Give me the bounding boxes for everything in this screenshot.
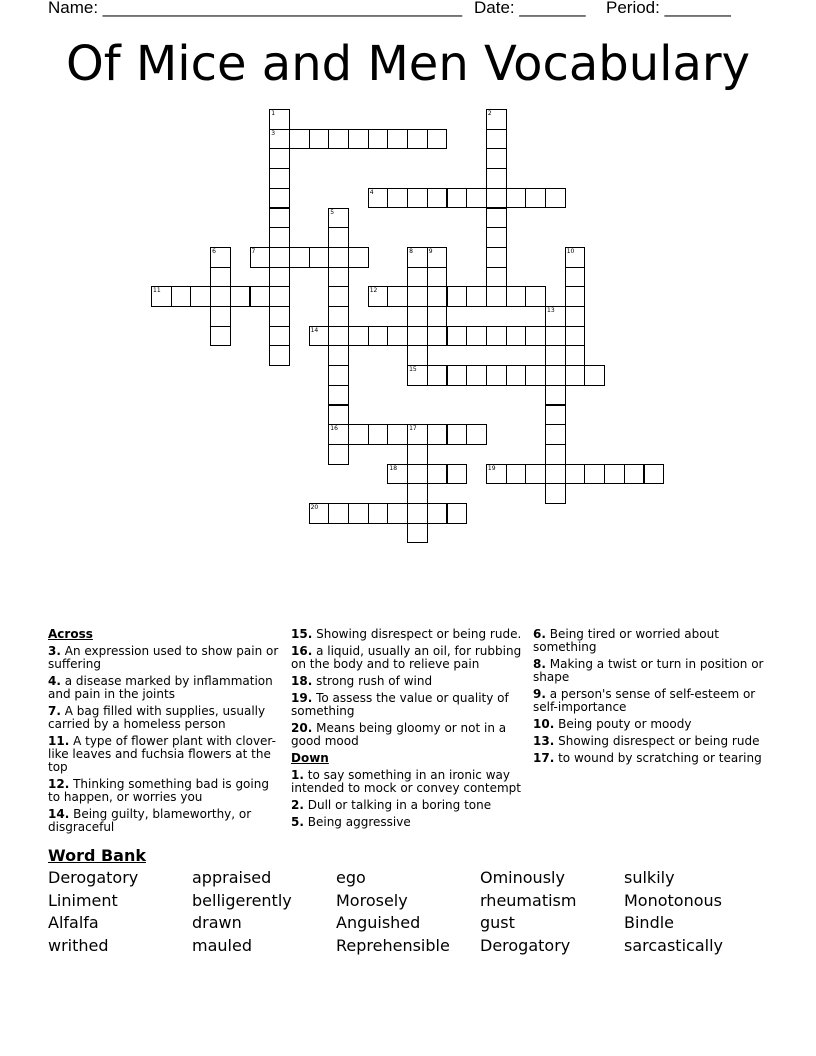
crossword-cell[interactable] bbox=[269, 247, 290, 268]
crossword-cell[interactable] bbox=[447, 188, 468, 209]
date-field[interactable]: Date: _______ bbox=[474, 0, 586, 17]
crossword-cell[interactable] bbox=[348, 247, 369, 268]
cell-number: 2 bbox=[487, 110, 492, 117]
crossword-cell[interactable] bbox=[269, 326, 290, 347]
crossword-cell[interactable] bbox=[387, 424, 408, 445]
clue-text: Being tired or worried about something bbox=[533, 627, 719, 654]
clue-item bbox=[291, 645, 523, 671]
crossword-cell[interactable] bbox=[407, 286, 428, 307]
crossword-cell[interactable] bbox=[486, 227, 507, 248]
cell-number: 18 bbox=[389, 464, 398, 472]
cell-number: 20 bbox=[310, 504, 319, 511]
crossword-cell[interactable] bbox=[407, 464, 428, 485]
crossword-cell[interactable] bbox=[525, 464, 546, 485]
clue-text: Being aggressive bbox=[307, 815, 411, 829]
cell-number: 6 bbox=[212, 247, 216, 255]
crossword-cell[interactable] bbox=[447, 464, 468, 485]
clue-text: A bag filled with supplies, usually carried by a homeless person bbox=[48, 704, 266, 731]
crossword-cell[interactable] bbox=[506, 286, 527, 307]
crossword-cell[interactable] bbox=[486, 148, 507, 169]
crossword-cell[interactable] bbox=[269, 306, 290, 327]
clue-number: 3. bbox=[48, 644, 61, 658]
clue-number: 6. bbox=[533, 627, 546, 641]
clue-number: 2. bbox=[291, 798, 304, 812]
crossword-cell[interactable] bbox=[565, 345, 586, 366]
crossword-cell[interactable] bbox=[328, 385, 349, 406]
clue-heading: Down bbox=[291, 751, 329, 765]
crossword-cell[interactable] bbox=[269, 188, 290, 209]
crossword-cell[interactable] bbox=[328, 503, 349, 524]
crossword-cell[interactable] bbox=[387, 129, 408, 150]
crossword-cell[interactable] bbox=[466, 326, 487, 347]
crossword-cell[interactable] bbox=[427, 306, 448, 327]
word-bank-item: Derogatory bbox=[48, 868, 139, 887]
crossword-cell[interactable] bbox=[545, 424, 566, 445]
crossword-cell[interactable] bbox=[348, 326, 369, 347]
clue-item bbox=[48, 735, 280, 774]
crossword-cell[interactable] bbox=[407, 129, 428, 150]
clue-item bbox=[533, 752, 765, 765]
crossword-cell[interactable] bbox=[525, 286, 546, 307]
crossword-cell[interactable] bbox=[368, 129, 389, 150]
crossword-cell[interactable] bbox=[644, 464, 665, 485]
crossword-cell[interactable] bbox=[466, 286, 487, 307]
word-bank-item: drawn bbox=[192, 913, 242, 933]
clue-number: 14. bbox=[48, 807, 70, 821]
word-bank-item: Liniment bbox=[48, 890, 118, 910]
word-bank-item: Bindle bbox=[624, 913, 675, 933]
name-field[interactable]: Name: ______________________________________ bbox=[48, 0, 463, 17]
crossword-cell[interactable] bbox=[328, 306, 349, 327]
clue-text: to wound by scratching or tearing bbox=[558, 751, 762, 765]
cell-number: 9 bbox=[428, 247, 433, 255]
crossword-cell[interactable] bbox=[210, 286, 231, 307]
cell-number: 3 bbox=[271, 129, 276, 137]
crossword-cell[interactable] bbox=[447, 503, 468, 524]
cell-number: 5 bbox=[330, 208, 335, 216]
clue-item bbox=[48, 808, 280, 834]
cell-number: 19 bbox=[487, 464, 496, 472]
word-bank-item: belligerently bbox=[192, 890, 292, 910]
crossword-cell[interactable] bbox=[506, 326, 527, 347]
clue-item bbox=[48, 645, 280, 671]
crossword-cell[interactable] bbox=[210, 306, 231, 327]
crossword-cell[interactable] bbox=[328, 345, 349, 366]
crossword-cell[interactable] bbox=[269, 208, 290, 229]
cell-number: 7 bbox=[251, 247, 256, 255]
clue-number: 8. bbox=[533, 657, 546, 671]
crossword-cell[interactable] bbox=[525, 365, 546, 386]
word-bank-item: mauled bbox=[192, 935, 252, 955]
word-bank-item: Anguished bbox=[336, 913, 421, 933]
clue-item bbox=[291, 675, 523, 688]
crossword-cell[interactable] bbox=[269, 227, 290, 248]
clue-number: 12. bbox=[48, 777, 70, 791]
cell-number: 16 bbox=[330, 425, 338, 433]
crossword-cell[interactable] bbox=[545, 326, 566, 347]
word-bank-item: Reprehensible bbox=[336, 935, 450, 955]
clue-text: Being pouty or moody bbox=[558, 717, 692, 731]
crossword-cell[interactable] bbox=[368, 503, 389, 524]
clue-item bbox=[48, 675, 280, 701]
word-bank-item: rheumatism bbox=[480, 890, 577, 910]
crossword-cell[interactable] bbox=[545, 464, 566, 485]
crossword-cell[interactable] bbox=[545, 405, 566, 426]
crossword-cell[interactable] bbox=[506, 464, 527, 485]
clue-text: to say something in an ironic way intended to mock or convey contempt bbox=[291, 768, 521, 795]
crossword-cell[interactable] bbox=[447, 326, 468, 347]
crossword-cell[interactable] bbox=[486, 247, 507, 268]
crossword-cell[interactable] bbox=[210, 326, 231, 347]
clue-number: 4. bbox=[48, 674, 61, 688]
clue-item bbox=[291, 692, 523, 718]
cell-number: 13 bbox=[547, 307, 555, 314]
crossword-cell[interactable] bbox=[565, 464, 586, 485]
crossword-cell[interactable] bbox=[427, 267, 448, 288]
clue-item bbox=[533, 628, 765, 654]
crossword-cell[interactable] bbox=[486, 188, 507, 209]
crossword-cell[interactable] bbox=[328, 444, 349, 465]
word-bank-item: Morosely bbox=[336, 890, 408, 910]
clue-item bbox=[533, 658, 765, 684]
crossword-cell[interactable] bbox=[190, 286, 211, 307]
crossword-cell[interactable] bbox=[368, 326, 389, 347]
word-bank-title: Word Bank bbox=[48, 846, 147, 865]
crossword-cell[interactable] bbox=[348, 129, 369, 150]
crossword-cell[interactable] bbox=[486, 286, 507, 307]
crossword-cell[interactable] bbox=[565, 365, 586, 386]
clue-text: Being guilty, blameworthy, or disgraceful bbox=[48, 807, 252, 834]
crossword-cell[interactable] bbox=[328, 365, 349, 386]
clue-number: 9. bbox=[533, 687, 546, 701]
crossword-cell[interactable] bbox=[230, 286, 251, 307]
word-bank-item: appraised bbox=[192, 868, 272, 887]
clue-number: 20. bbox=[291, 721, 313, 735]
crossword-cell[interactable] bbox=[506, 188, 527, 209]
crossword-cell[interactable] bbox=[447, 424, 468, 445]
clue-text: Showing disrespect or being rude. bbox=[316, 627, 522, 641]
clue-text: a disease marked by inflammation and pain in the joints bbox=[48, 674, 273, 701]
clue-text: Showing disrespect or being rude bbox=[558, 734, 760, 748]
clue-number: 15. bbox=[291, 627, 313, 641]
clue-number: 17. bbox=[533, 751, 555, 765]
clue-text: An expression used to show pain or suffering bbox=[48, 644, 279, 671]
cell-number: 1 bbox=[271, 110, 276, 117]
crossword-cell[interactable] bbox=[387, 188, 408, 209]
cell-number: 17 bbox=[409, 425, 417, 433]
crossword-cell[interactable] bbox=[447, 365, 468, 386]
crossword-cell[interactable] bbox=[407, 306, 428, 327]
crossword-cell[interactable] bbox=[210, 267, 231, 288]
clue-item bbox=[533, 735, 765, 748]
crossword-cell[interactable] bbox=[269, 345, 290, 366]
crossword-cell[interactable] bbox=[565, 286, 586, 307]
crossword-cell[interactable] bbox=[407, 188, 428, 209]
word-bank-item: Alfalfa bbox=[48, 913, 99, 933]
crossword-cell[interactable] bbox=[407, 483, 428, 504]
crossword-cell[interactable] bbox=[407, 523, 428, 544]
clue-text: a liquid, usually an oil, for rubbing on the body and to relieve pain bbox=[291, 644, 522, 671]
word-bank-item: Ominously bbox=[480, 868, 565, 887]
student-info-header bbox=[48, 0, 768, 20]
clue-number: 7. bbox=[48, 704, 61, 718]
clue-column-1 bbox=[48, 628, 280, 838]
clue-text: strong rush of wind bbox=[316, 674, 433, 688]
crossword-cell[interactable] bbox=[565, 326, 586, 347]
crossword-cell[interactable] bbox=[328, 129, 349, 150]
clue-text: Making a twist or turn in position or shape bbox=[533, 657, 764, 684]
clue-item bbox=[48, 705, 280, 731]
crossword-cell[interactable] bbox=[565, 267, 586, 288]
clue-text: To assess the value or quality of something bbox=[291, 691, 509, 718]
cell-number: 14 bbox=[310, 326, 319, 334]
crossword-cell[interactable] bbox=[486, 168, 507, 189]
crossword-cell[interactable] bbox=[604, 464, 625, 485]
word-bank-item: ego bbox=[336, 868, 366, 887]
clue-column-2 bbox=[291, 628, 523, 833]
cell-number: 8 bbox=[409, 247, 413, 255]
crossword-cell[interactable] bbox=[328, 286, 349, 307]
clue-text: a person's sense of self-esteem or self-importance bbox=[533, 687, 756, 714]
crossword-cell[interactable] bbox=[584, 464, 605, 485]
crossword-cell[interactable] bbox=[427, 503, 448, 524]
crossword-cell[interactable] bbox=[427, 464, 448, 485]
crossword-cell[interactable] bbox=[328, 267, 349, 288]
crossword-cell[interactable] bbox=[545, 444, 566, 465]
word-bank-item: Derogatory bbox=[480, 935, 571, 955]
clue-item bbox=[291, 769, 523, 795]
crossword-cell[interactable] bbox=[427, 326, 448, 347]
crossword-cell[interactable] bbox=[466, 188, 487, 209]
crossword-cell[interactable] bbox=[486, 208, 507, 229]
cell-number: 11 bbox=[153, 287, 161, 295]
clue-number: 1. bbox=[291, 768, 304, 782]
crossword-cell[interactable] bbox=[624, 464, 645, 485]
clue-number: 11. bbox=[48, 734, 70, 748]
clue-item bbox=[533, 688, 765, 714]
cell-number: 10 bbox=[566, 247, 575, 255]
crossword-cell[interactable] bbox=[486, 365, 507, 386]
crossword-cell[interactable] bbox=[486, 267, 507, 288]
clue-item bbox=[291, 722, 523, 748]
crossword-cell[interactable] bbox=[427, 286, 448, 307]
clue-item bbox=[533, 718, 765, 731]
clue-text: Dull or talking in a boring tone bbox=[307, 798, 492, 812]
crossword-cell[interactable] bbox=[545, 365, 566, 386]
crossword-cell[interactable] bbox=[289, 247, 310, 268]
clue-item bbox=[291, 799, 523, 812]
clue-item bbox=[291, 628, 523, 641]
crossword-cell[interactable] bbox=[171, 286, 192, 307]
clue-number: 13. bbox=[533, 734, 555, 748]
clue-text: Means being gloomy or not in a good mood bbox=[291, 721, 507, 748]
crossword-cell[interactable] bbox=[466, 365, 487, 386]
word-bank-item: sulkily bbox=[624, 868, 675, 887]
crossword-cell[interactable] bbox=[427, 424, 448, 445]
clue-number: 10. bbox=[533, 717, 555, 731]
crossword-cell[interactable] bbox=[407, 444, 428, 465]
word-bank-item: gust bbox=[480, 913, 515, 933]
period-field[interactable]: Period: _______ bbox=[606, 0, 731, 17]
crossword-cell[interactable] bbox=[368, 424, 389, 445]
clue-item bbox=[291, 816, 523, 829]
clue-column-3 bbox=[533, 628, 765, 769]
crossword-cell[interactable] bbox=[289, 129, 310, 150]
crossword-cell[interactable] bbox=[250, 286, 271, 307]
crossword-cell[interactable] bbox=[328, 326, 349, 347]
crossword-cell[interactable] bbox=[545, 483, 566, 504]
clue-number: 16. bbox=[291, 644, 313, 658]
cell-number: 12 bbox=[369, 287, 378, 295]
cell-number: 15 bbox=[409, 366, 417, 374]
crossword-cell[interactable] bbox=[486, 129, 507, 150]
crossword-cell[interactable] bbox=[269, 286, 290, 307]
page-title: Of Mice and Men Vocabulary bbox=[65, 36, 751, 92]
crossword-cell[interactable] bbox=[328, 247, 349, 268]
crossword-cell[interactable] bbox=[427, 129, 448, 150]
crossword-cell[interactable] bbox=[387, 326, 408, 347]
crossword-cell[interactable] bbox=[269, 148, 290, 169]
crossword-cell[interactable] bbox=[328, 405, 349, 426]
crossword-cell[interactable] bbox=[309, 247, 330, 268]
crossword-cell[interactable] bbox=[447, 286, 468, 307]
crossword-cell[interactable] bbox=[427, 188, 448, 209]
clue-item bbox=[48, 778, 280, 804]
word-bank-item: Monotonous bbox=[624, 890, 722, 910]
crossword-cell[interactable] bbox=[584, 365, 605, 386]
crossword-cell[interactable] bbox=[407, 267, 428, 288]
crossword-cell[interactable] bbox=[486, 326, 507, 347]
crossword-cell[interactable] bbox=[407, 326, 428, 347]
crossword-cell[interactable] bbox=[545, 385, 566, 406]
clue-heading: Across bbox=[48, 627, 93, 641]
word-bank-item: writhed bbox=[48, 935, 109, 955]
crossword-cell[interactable] bbox=[525, 188, 546, 209]
crossword-cell[interactable] bbox=[348, 503, 369, 524]
clue-number: 5. bbox=[291, 815, 304, 829]
crossword-cell[interactable] bbox=[387, 286, 408, 307]
crossword-cell[interactable] bbox=[269, 168, 290, 189]
crossword-cell[interactable] bbox=[545, 345, 566, 366]
crossword-cell[interactable] bbox=[407, 503, 428, 524]
crossword-cell[interactable] bbox=[525, 326, 546, 347]
crossword-cell[interactable] bbox=[387, 503, 408, 524]
clue-number: 19. bbox=[291, 691, 313, 705]
word-bank-item: sarcastically bbox=[624, 935, 723, 955]
clue-text: Thinking something bad is going to happen, or worries you bbox=[48, 777, 269, 804]
crossword-cell[interactable] bbox=[309, 129, 330, 150]
clue-text: A type of flower plant with clover-like leaves and fuchsia flowers at the top bbox=[48, 734, 276, 774]
cell-number: 4 bbox=[369, 188, 374, 196]
crossword-cell[interactable] bbox=[348, 424, 369, 445]
crossword-cell[interactable] bbox=[565, 306, 586, 327]
crossword-cell[interactable] bbox=[466, 424, 487, 445]
clue-number: 18. bbox=[291, 674, 313, 688]
crossword-cell[interactable] bbox=[269, 267, 290, 288]
crossword-cell[interactable] bbox=[506, 365, 527, 386]
crossword-cell[interactable] bbox=[427, 365, 448, 386]
crossword-cell[interactable] bbox=[545, 188, 566, 209]
crossword-cell[interactable] bbox=[328, 227, 349, 248]
crossword-cell[interactable] bbox=[407, 345, 428, 366]
